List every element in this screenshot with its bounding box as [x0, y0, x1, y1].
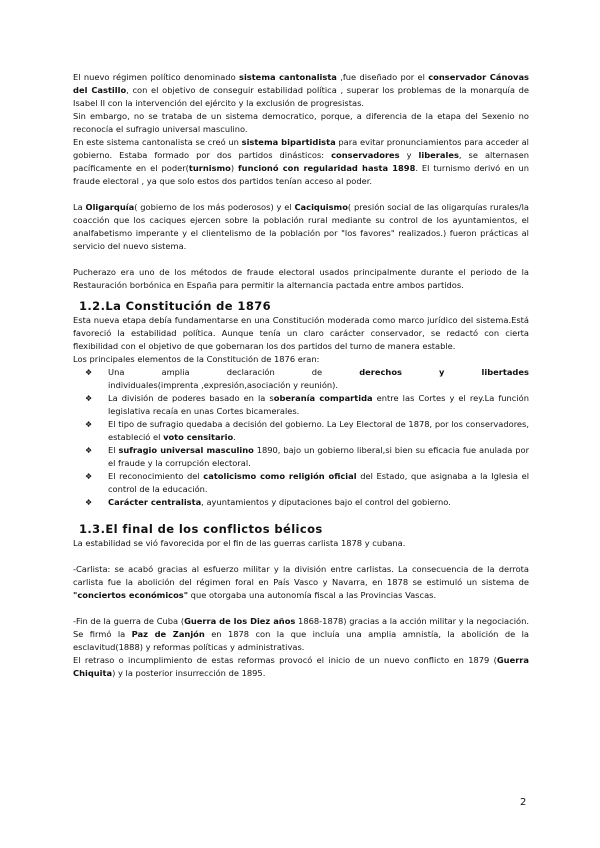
spacer [73, 550, 529, 563]
bold-text: Oligarquía [85, 202, 135, 212]
diamond-bullet-icon: ❖ [85, 446, 93, 455]
list-item [85, 392, 529, 418]
bold-text: libertades [481, 367, 529, 377]
text: 1890, bajo un gobierno liberal,si bien su eficacia fue anulada por el fraude y la corrupción electoral. [108, 445, 530, 468]
text: ,fue diseñado por el [336, 72, 429, 82]
bold-text: Paz de Zanjón [131, 629, 205, 639]
bold-text: catolicismo como religión oficial [203, 471, 357, 481]
text: , ayuntamientos y diputaciones bajo el control del gobierno. [201, 497, 451, 507]
text: El tipo de sufragio quedaba a decisión del gobierno. La Ley Electoral de 1878, por los conservadores, estableció el [108, 419, 529, 442]
text: , con el objetivo de conseguir estabilidad política , superar los problemas de la monarquía de Isabel II con la intervención del ejército y la exclusión de progresistas. [73, 85, 529, 108]
text: entre las Cortes y el rey.La función legislativa recaía en unas Cortes bicamerales. [108, 393, 529, 416]
text: en 1878 con la que incluía una amplia amnistía, la abolición de la esclavitud(1888) y reformas políticas y administrativas. [73, 629, 529, 652]
bold-text: conservador Cánovas del Castillo [73, 72, 529, 95]
text: El [108, 445, 119, 455]
text: declaración [226, 367, 275, 377]
bold-text: funcionó con regularidad hasta 1898 [238, 163, 416, 173]
text: amplia [161, 367, 190, 377]
paragraph-oligarquia [73, 201, 529, 253]
bold-text: sufragio universal masculino [118, 445, 254, 455]
spacer [73, 602, 529, 615]
spacer [73, 188, 529, 201]
text: individuales(imprenta ,expresión,asociación y reunión). [108, 380, 339, 390]
bold-text: turnismo [188, 163, 231, 173]
diamond-bullet-icon: ❖ [85, 472, 93, 481]
text: -Fin de la guerra de Cuba ( [73, 616, 185, 626]
bold-text: sistema cantonalista [239, 72, 337, 82]
list-item [85, 366, 529, 392]
bold-text: derechos [359, 367, 402, 377]
text: La [73, 202, 86, 212]
page-number: 2 [520, 797, 527, 808]
text: Una [108, 367, 125, 377]
paragraph-sufragio: Sin embargo, no se trataba de un sistema democratico, porque, a diferencia de la etapa del Sexenio no reconocía el sufragio universal masculino. [73, 111, 529, 134]
list-item [85, 418, 529, 444]
text: de [311, 367, 323, 377]
text: En este sistema cantonalista se creó un [73, 137, 242, 147]
bold-text: sistema bipartidista [241, 137, 336, 147]
bold-text: liberales [418, 150, 459, 160]
text: El reconocimiento del [108, 471, 204, 481]
bold-text: voto censitario [163, 432, 234, 442]
section-heading-conflictos: 1.3.El final de los conflictos bélicos [79, 522, 323, 536]
text: . [233, 432, 236, 442]
text: . El turnismo derivó en un fraude electoral , ya que solo estos dos partidos tenían acceso al poder. [73, 163, 530, 186]
text: El nuevo régimen político denominado [73, 72, 239, 82]
justified-line [108, 366, 529, 379]
paragraph-pucherazo: Pucherazo era uno de los métodos de fraude electoral usados principalmente durante el periodo de la Restauración borbónica en España para permitir la alternancia pactada entre ambos partidos. [73, 267, 529, 290]
text: que otorgaba una autonomía fiscal a las Provincias Vascas. [188, 590, 437, 600]
list-item [85, 496, 529, 509]
bullet-list-elementos [73, 366, 529, 509]
paragraph-bipartidismo [73, 136, 529, 188]
paragraph-carlista [73, 563, 529, 602]
diamond-bullet-icon: ❖ [85, 368, 93, 377]
text: ) [230, 163, 239, 173]
bold-text: Caciquismo [294, 202, 348, 212]
diamond-bullet-icon: ❖ [85, 420, 93, 429]
paragraph-constitucion: Esta nueva etapa debía fundamentarse en una Constitución moderada como marco jurídico del sistema.Está favoreció la estabilidad política. Aunque tenía un claro carácter conservador, se redactó con cierta flexibilidad con el objetivo de que gobernaran los dos partidos del turno de manera estable. [73, 315, 529, 351]
list-item [85, 470, 529, 496]
paragraph-regimen [73, 71, 529, 110]
paragraph-cuba [73, 615, 529, 654]
bold-text: conservadores [331, 150, 400, 160]
list-item [85, 444, 529, 470]
text: del Estado, que asignaba a la Iglesia el control de la educación. [108, 471, 529, 494]
bold-text: y [439, 367, 445, 377]
text: , se alternasen pacíficamente en el poder( [73, 150, 529, 173]
diamond-bullet-icon: ❖ [85, 394, 93, 403]
text: ( presión social de las oligarquías rurales/la coacción que los caciques ejercen sobre la población rural mediante su control de los ayuntamientos, el analfabetismo imperante y el clientelismo de la población por "los favores" realizados.) fueron prácticas al servicio del nuevo sistema. [73, 202, 529, 251]
text: y [399, 150, 419, 160]
bold-text: oberanía compartida [273, 393, 373, 403]
paragraph-estabilidad: La estabilidad se vió favorecida por el fin de las guerras carlista 1878 y cubana. [73, 538, 406, 548]
section-heading-constitucion: 1.2.La Constitución de 1876 [79, 299, 272, 313]
diamond-bullet-icon: ❖ [85, 498, 93, 507]
bold-text: Carácter centralista [108, 497, 202, 507]
spacer [73, 253, 529, 266]
text: -Carlista: se acabó gracias al esfuerzo militar y la división entre carlistas. La consecuencia de la derrota carlista fue la abolición del régimen foral en País Vasco y Navarra, en 1878 se estimuló un sistema de [73, 564, 529, 587]
text: 1868-1878) gracias a la acción militar y la negociación. Se firmó la [73, 616, 529, 639]
bold-text: Guerra Chiquita [73, 655, 529, 678]
document-body [73, 71, 529, 680]
bold-text: "conciertos económicos" [73, 590, 189, 600]
paragraph-elementos: Los principales elementos de la Constitución de 1876 eran: [73, 354, 320, 364]
text: ) y la posterior insurrección de 1895. [112, 668, 266, 678]
text: La división de poderes basado en la s [108, 393, 274, 403]
text: para evitar pronunciamientos para acceder al gobierno. Estaba formado por dos partidos dinásticos: [73, 137, 529, 160]
text: El retraso o incumplimiento de estas reformas provocó el inicio de un nuevo conflicto en 1879 ( [73, 655, 497, 665]
bold-text: Guerra de los Diez años [184, 616, 296, 626]
text: ( gobierno de los más poderosos) y el [134, 202, 295, 212]
paragraph-retraso [73, 654, 529, 680]
